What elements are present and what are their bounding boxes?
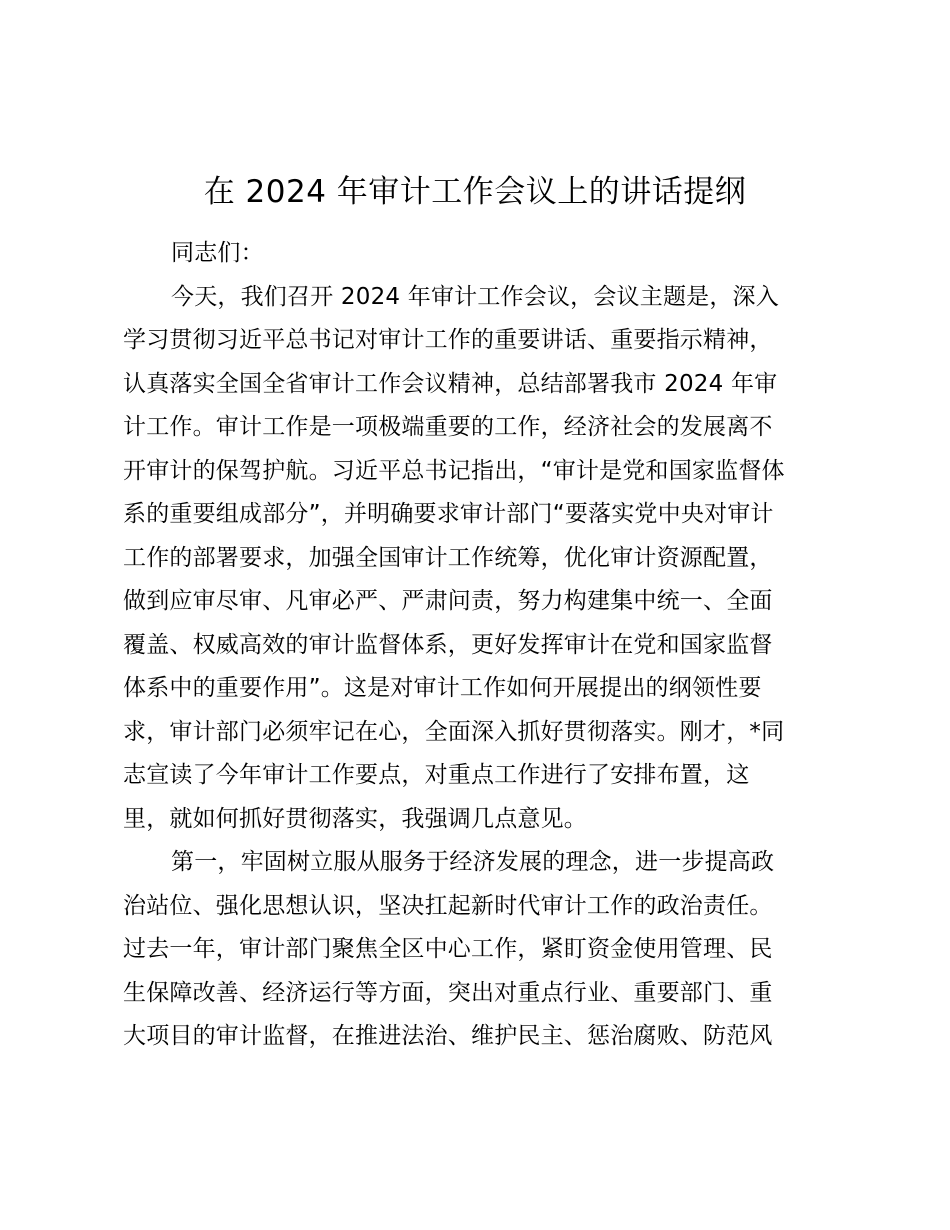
document-body: [123, 232, 835, 1059]
body-line: 志宣读了今年审计工作要点，对重点工作进行了安排布置，这: [123, 762, 750, 788]
body-line: 系的重要组成部分”，并明确要求审计部门“要落实党中央对审计: [123, 501, 774, 527]
body-line: 今天，我们召开 2024 年审计工作会议，会议主题是，深入: [171, 283, 779, 310]
body-line: 工作的部署要求，加强全国审计工作统筹，优化审计资源配置，: [123, 544, 773, 571]
body-line: 求，审计部门必须牢记在心，全面深入抓好贯彻落实。刚才，*同: [123, 718, 785, 745]
body-line: 生保障改善、经济运行等方面，突出对重点行业、重要部门、重: [123, 979, 773, 1006]
body-line: 做到应审尽审、凡审必严、严肃问责，努力构建集中统一、全面: [123, 588, 773, 614]
body-line: 治站位、强化思想认识，坚决扛起新时代审计工作的政治责任。: [123, 892, 773, 919]
body-line: 过去一年，审计部门聚焦全区中心工作，紧盯资金使用管理、民: [123, 936, 773, 962]
body-line: 体系中的重要作用”。这是对审计工作如何开展提出的纲领性要: [123, 675, 762, 701]
body-line: 开审计的保驾护航。习近平总书记指出，“审计是党和国家监督体: [123, 457, 785, 484]
body-line: 第一，牢固树立服从服务于经济发展的理念，进一步提高政: [171, 849, 775, 875]
body-line: 计工作。审计工作是一项极端重要的工作，经济社会的发展离不: [123, 414, 773, 440]
body-line: 学习贯彻习近平总书记对审计工作的重要讲话、重要指示精神，: [123, 327, 773, 353]
body-line: 认真落实全国全省审计工作会议精神，总结部署我市 2024 年审: [123, 370, 778, 397]
body-line: 覆盖、权威高效的审计监督体系，更好发挥审计在党和国家监督: [123, 631, 773, 658]
body-line: 里，就如何抓好贯彻落实，我强调几点意见。: [123, 805, 587, 832]
document-title: 在 2024 年审计工作会议上的讲话提纲: [203, 174, 747, 210]
salutation-line: 同志们：: [171, 240, 264, 266]
body-line: 大项目的审计监督，在推进法治、维护民主、惩治腐败、防范风: [123, 1023, 773, 1049]
